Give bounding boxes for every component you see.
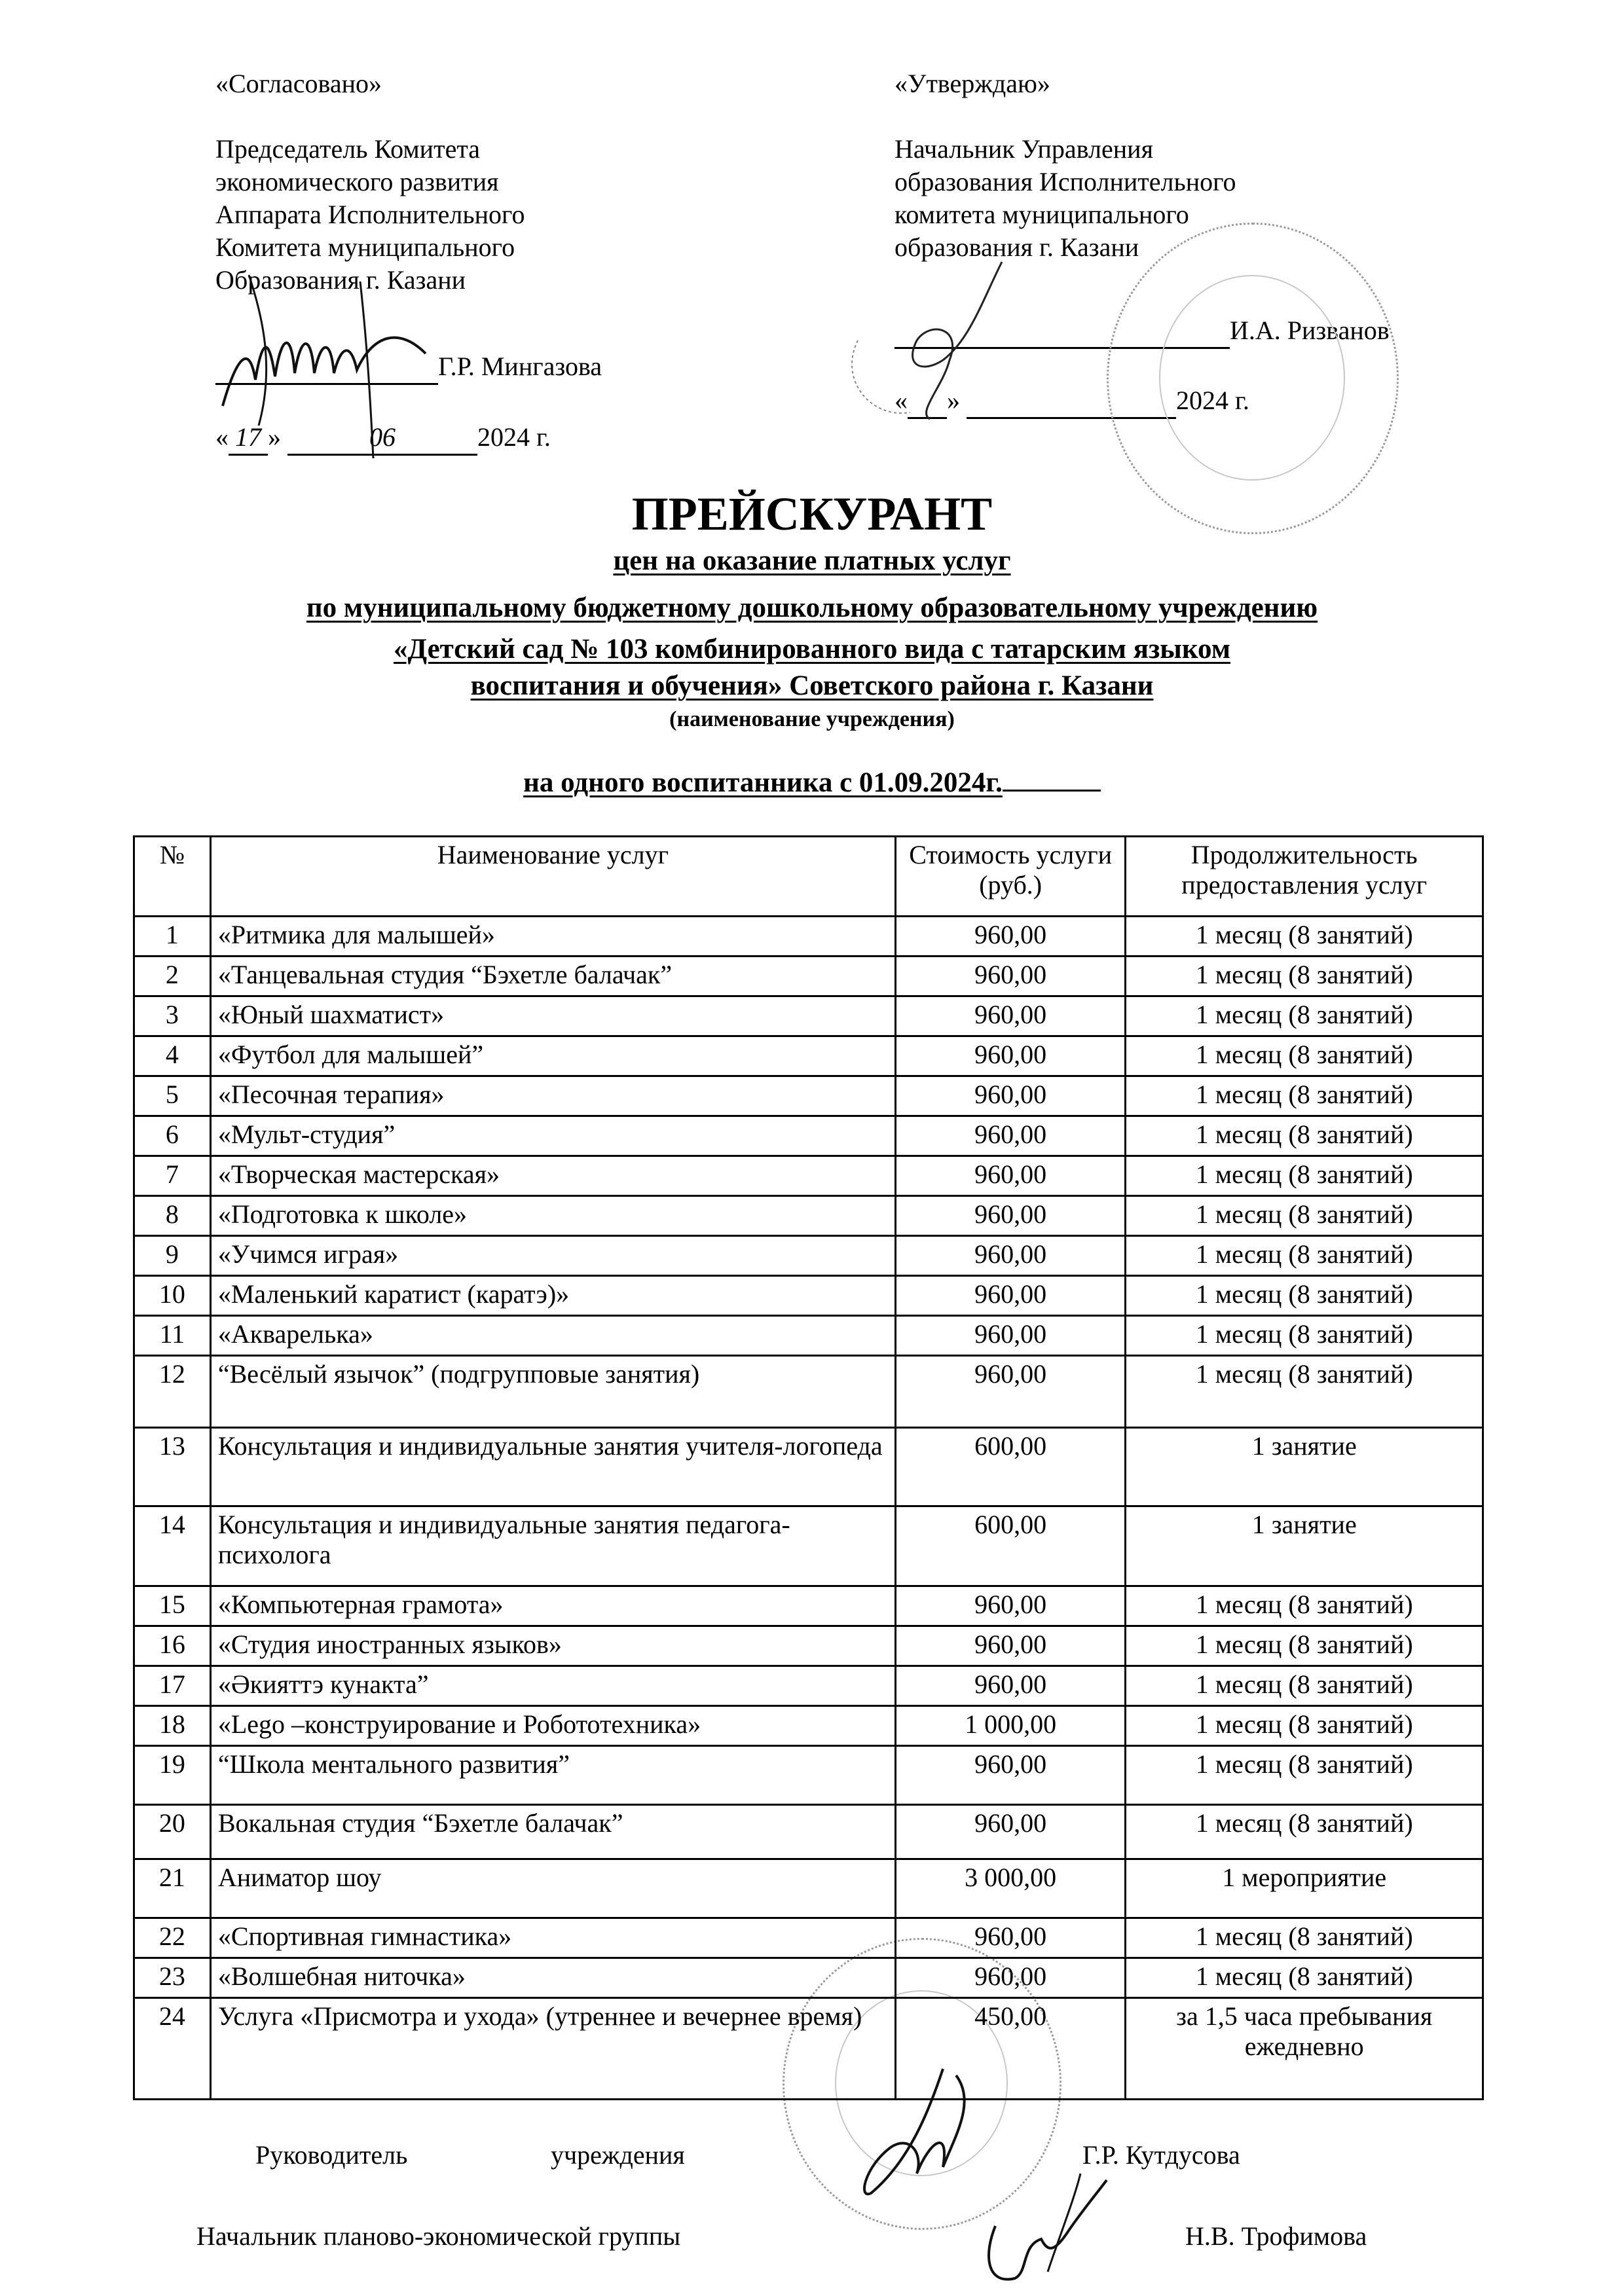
header-service-name: Наименование услуг <box>210 837 895 917</box>
row-number: 5 <box>134 1076 211 1116</box>
row-number: 2 <box>134 957 211 996</box>
table-row <box>134 1805 1483 1859</box>
planning-name: Н.В. Трофимова <box>1185 2221 1367 2251</box>
approval-right <box>895 67 1236 264</box>
official-stamp-inner-top <box>1159 275 1345 481</box>
date-month: 06 <box>287 421 477 456</box>
document-title: ПРЕЙСКУРАНТ <box>631 488 993 540</box>
service-cost: 1 000,00 <box>895 1706 1126 1746</box>
table-row <box>134 1746 1483 1805</box>
service-name: “Школа ментального развития” <box>210 1746 895 1805</box>
service-duration: 1 месяц (8 занятий) <box>1126 1918 1483 1958</box>
service-cost: 960,00 <box>895 1746 1126 1805</box>
service-name: «Спортивная гимнастика» <box>210 1918 895 1958</box>
table-row <box>134 917 1483 957</box>
row-number: 21 <box>134 1859 211 1918</box>
service-name: «Маленький каратист (каратэ)» <box>210 1276 895 1316</box>
service-cost: 600,00 <box>895 1506 1126 1586</box>
service-cost: 960,00 <box>895 1626 1126 1666</box>
institution-caption: (наименование учреждения) <box>669 707 955 731</box>
table-row <box>134 1276 1483 1316</box>
service-duration: 1 месяц (8 занятий) <box>1126 1156 1483 1196</box>
subtitle-line: цен на оказание платных услуг <box>613 545 1011 576</box>
service-name: «Юный шахматист» <box>210 996 895 1036</box>
date-close-quote: » <box>268 422 281 452</box>
row-number: 8 <box>134 1196 211 1236</box>
service-cost: 960,00 <box>895 1586 1126 1626</box>
service-name: Консультация и индивидуальные занятия учителя-логопеда <box>210 1428 895 1506</box>
approval-left-line: Образования г. Казани <box>215 265 466 295</box>
service-name: «Подготовка к школе» <box>210 1196 895 1236</box>
service-name: «Волшебная ниточка» <box>210 1958 895 1998</box>
service-duration: 1 месяц (8 занятий) <box>1126 1116 1483 1156</box>
service-cost: 960,00 <box>895 1918 1126 1958</box>
service-name: «Учимся играя» <box>210 1236 895 1276</box>
head-title-1: Руководитель <box>255 2140 408 2170</box>
service-cost: 960,00 <box>895 1236 1126 1276</box>
service-cost: 960,00 <box>895 1356 1126 1428</box>
table-row <box>134 1196 1483 1236</box>
service-cost: 960,00 <box>895 1156 1126 1196</box>
service-cost: 3 000,00 <box>895 1859 1126 1918</box>
service-cost: 960,00 <box>895 1958 1126 1998</box>
row-number: 20 <box>134 1805 211 1859</box>
service-duration: 1 месяц (8 занятий) <box>1126 1805 1483 1859</box>
approval-right-line: комитета муниципального <box>895 200 1189 229</box>
service-name: Аниматор шоу <box>210 1859 895 1918</box>
service-name: «Акварелька» <box>210 1316 895 1356</box>
service-name: «Ритмика для малышей» <box>210 917 895 957</box>
service-cost: 960,00 <box>895 1316 1126 1356</box>
row-number: 13 <box>134 1428 211 1506</box>
row-number: 16 <box>134 1626 211 1666</box>
service-duration: 1 месяц (8 занятий) <box>1126 957 1483 996</box>
service-name: Консультация и индивидуальные занятия педагога-психолога <box>210 1506 895 1586</box>
approval-left-signer: Г.Р. Мингазова <box>438 352 602 381</box>
signature-trofimova <box>982 2174 1113 2285</box>
service-duration: 1 месяц (8 занятий) <box>1126 1316 1483 1356</box>
table-row <box>134 1036 1483 1076</box>
service-name: «Мульт-студия” <box>210 1116 895 1156</box>
row-number: 12 <box>134 1356 211 1428</box>
row-number: 19 <box>134 1746 211 1805</box>
signature-mingazova <box>210 262 432 432</box>
subtitle-line: по муниципальному бюджетному дошкольному образовательному учреждению <box>306 592 1318 623</box>
approval-right-heading: «Утверждаю» <box>895 69 1050 98</box>
head-title-2: учреждения <box>551 2140 685 2170</box>
table-row <box>134 1706 1483 1746</box>
service-duration: 1 месяц (8 занятий) <box>1126 917 1483 957</box>
table-row <box>134 1316 1483 1356</box>
service-duration: 1 месяц (8 занятий) <box>1126 1746 1483 1805</box>
table-row <box>134 957 1483 996</box>
service-cost: 960,00 <box>895 1036 1126 1076</box>
table-row <box>134 1666 1483 1706</box>
row-number: 18 <box>134 1706 211 1746</box>
service-name: “Весёлый язычок” (подгрупповые занятия) <box>210 1356 895 1428</box>
service-duration: 1 месяц (8 занятий) <box>1126 1356 1483 1428</box>
date-year: 2024 г. <box>477 422 551 452</box>
approval-right-line: образования Исполнительного <box>895 167 1236 196</box>
table-row <box>134 996 1483 1036</box>
service-duration: 1 мероприятие <box>1126 1859 1483 1918</box>
date-open-quote: « <box>215 422 229 452</box>
service-duration: 1 месяц (8 занятий) <box>1126 1666 1483 1706</box>
service-cost: 960,00 <box>895 1805 1126 1859</box>
service-name: «Әкияттэ кунакта” <box>210 1666 895 1706</box>
service-cost: 960,00 <box>895 1196 1126 1236</box>
service-name: Вокальная студия “Бэхетле балачак” <box>210 1805 895 1859</box>
service-duration: 1 месяц (8 занятий) <box>1126 1276 1483 1316</box>
approval-left-line: экономического развития <box>215 167 499 196</box>
subtitle-line: «Детский сад № 103 комбинированного вида с татарским языком <box>393 634 1231 665</box>
service-duration: 1 месяц (8 занятий) <box>1126 1706 1483 1746</box>
approval-right-line: образования г. Казани <box>895 232 1139 262</box>
service-duration: 1 месяц (8 занятий) <box>1126 1958 1483 1998</box>
row-number: 11 <box>134 1316 211 1356</box>
date-close-quote: » <box>947 386 960 415</box>
table-row <box>134 1586 1483 1626</box>
service-duration: за 1,5 часа пребывания ежедневно <box>1126 1998 1483 2100</box>
service-name: «Студия иностранных языков» <box>210 1626 895 1666</box>
approval-left-line: Председатель Комитета <box>215 134 481 164</box>
table-row <box>134 1076 1483 1116</box>
service-duration: 1 месяц (8 занятий) <box>1126 1076 1483 1116</box>
row-number: 3 <box>134 996 211 1036</box>
row-number: 6 <box>134 1116 211 1156</box>
row-number: 4 <box>134 1036 211 1076</box>
service-cost: 960,00 <box>895 1116 1126 1156</box>
approval-right-signer: И.А. Ризванов <box>1230 316 1390 345</box>
service-cost: 960,00 <box>895 957 1126 996</box>
row-number: 17 <box>134 1666 211 1706</box>
service-duration: 1 месяц (8 занятий) <box>1126 1236 1483 1276</box>
approval-left-line: Комитета муниципального <box>215 232 515 262</box>
approval-left-line: Аппарата Исполнительного <box>215 200 525 229</box>
effective-date <box>0 765 1624 801</box>
approval-right-line: Начальник Управления <box>895 134 1153 164</box>
table-row <box>134 1626 1483 1666</box>
service-cost: 600,00 <box>895 1428 1126 1506</box>
row-number: 1 <box>134 917 211 957</box>
table-row <box>134 1156 1483 1196</box>
service-name: «Творческая мастерская» <box>210 1156 895 1196</box>
service-name: Услуга «Присмотра и ухода» (утреннее и вечернее время) <box>210 1998 895 2100</box>
service-name: «Футбол для малышей” <box>210 1036 895 1076</box>
service-cost: 960,00 <box>895 1666 1126 1706</box>
header-number: № <box>134 837 211 917</box>
approval-left-heading: «Согласовано» <box>215 69 382 98</box>
table-row <box>134 1998 1483 2100</box>
date-year: 2024 г. <box>1176 386 1249 415</box>
price-table <box>133 835 1484 2100</box>
row-number: 9 <box>134 1236 211 1276</box>
service-name: «Компьютерная грамота» <box>210 1586 895 1626</box>
date-day: 17 <box>229 421 268 456</box>
service-cost: 450,00 <box>895 1998 1126 2100</box>
service-name: «Lego –конструирование и Робототехника» <box>210 1706 895 1746</box>
header-duration: Продолжительность предоставления услуг <box>1126 837 1483 917</box>
service-cost: 960,00 <box>895 917 1126 957</box>
table-row <box>134 1859 1483 1918</box>
header-cost: Стоимость услуги (руб.) <box>895 837 1126 917</box>
signature-rizvanov <box>832 262 1094 432</box>
date-open-quote: « <box>895 386 908 415</box>
table-row <box>134 1116 1483 1156</box>
effective-date-text: на одного воспитанника с 01.09.2024г. <box>523 767 1003 798</box>
row-number: 15 <box>134 1586 211 1626</box>
service-duration: 1 занятие <box>1126 1428 1483 1506</box>
service-duration: 1 месяц (8 занятий) <box>1126 1196 1483 1236</box>
service-cost: 960,00 <box>895 1076 1126 1116</box>
service-name: «Танцевальная студия “Бэхетле балачак” <box>210 957 895 996</box>
table-row <box>134 1428 1483 1506</box>
service-duration: 1 месяц (8 занятий) <box>1126 1036 1483 1076</box>
service-duration: 1 месяц (8 занятий) <box>1126 1586 1483 1626</box>
row-number: 7 <box>134 1156 211 1196</box>
head-name: Г.Р. Кутдусова <box>1082 2140 1240 2170</box>
row-number: 10 <box>134 1276 211 1316</box>
planning-title: Начальник планово-экономической группы <box>196 2221 681 2251</box>
row-number: 22 <box>134 1918 211 1958</box>
table-header-row <box>134 837 1483 917</box>
service-duration: 1 занятие <box>1126 1506 1483 1586</box>
table-row <box>134 1958 1483 1998</box>
subtitle-line: воспитания и обучения» Советского района г. Казани <box>470 670 1154 701</box>
service-duration: 1 месяц (8 занятий) <box>1126 1626 1483 1666</box>
service-duration: 1 месяц (8 занятий) <box>1126 996 1483 1036</box>
row-number: 14 <box>134 1506 211 1586</box>
table-row <box>134 1356 1483 1428</box>
table-row <box>134 1506 1483 1586</box>
table-row <box>134 1236 1483 1276</box>
row-number: 23 <box>134 1958 211 1998</box>
service-name: «Песочная терапия» <box>210 1076 895 1116</box>
table-row <box>134 1918 1483 1958</box>
row-number: 24 <box>134 1998 211 2100</box>
service-cost: 960,00 <box>895 1276 1126 1316</box>
service-cost: 960,00 <box>895 996 1126 1036</box>
